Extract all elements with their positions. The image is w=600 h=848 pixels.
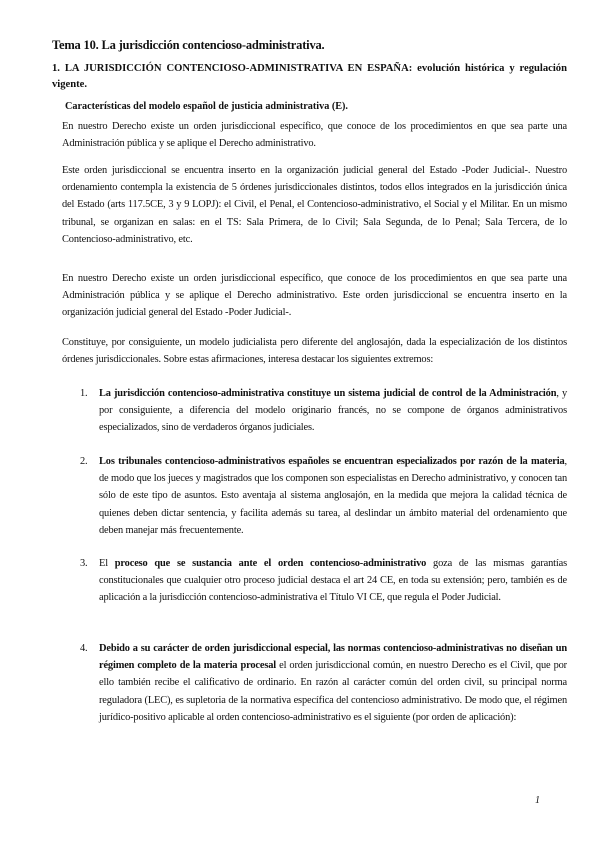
list-number: 1. <box>80 388 88 399</box>
section-heading: 1. LA JURISDICCIÓN CONTENCIOSO-ADMINISTRATIVA EN ESPAÑA: evolución histórica y regulación vigente. <box>52 63 567 90</box>
list-item-text <box>99 640 567 726</box>
list-item-bold: proceso que se sustancia ante el orden contencioso-administrativo <box>114 558 427 569</box>
list-item-body: , de modo que los jueces y magistrados que los componen son especialistas en Derecho administrativo, y conocen tan sólo de este tipo de asuntos. Esto aventaja al sistema anglosajón, en la medida que mejora la calidad técnica de quienes deben dictar sentencia, y facilita además su tarea, al deslindar un ámbito material del ordenamiento que deben manejar más frecuentemente. <box>99 456 567 536</box>
paragraph-2: Este orden jurisdiccional se encuentra inserto en la organización judicial general del Estado -Poder Judicial-. Nuestro ordenamiento contempla la existencia de 5 órdenes jurisdiccionales distintos, todos ellos integrados en la jurisdicción única del Estado (arts 117.5CE, 3 y 9 LOPJ): el Civil, el Penal, el Contencioso-administrativo, el Social y el Militar. En un mismo tribunal, se organizan en salas: en el TS: Sala Primera, de lo Civil; Sala Segunda, de lo Penal; Sala Tercera, de lo Contencioso-administrativo, etc. <box>62 165 567 245</box>
list-item-bold: Debido a su carácter de orden jurisdiccional especial, las normas contencioso-administrativas no diseñan un régimen completo de la materia procesal <box>99 643 567 672</box>
list-item-pre: El <box>99 558 115 569</box>
list-item-text <box>99 385 567 437</box>
paragraph-4: Constituye, por consiguiente, un modelo judicialista pero diferente del anglosajón, dada la especialización de los distintos órdenes jurisdiccionales. Sobre estas afirmaciones, interesa destacar los siguientes extremos: <box>62 337 567 366</box>
paragraph-3: En nuestro Derecho existe un orden jurisdiccional específico, que conoce de los procedimientos en que sea parte una Administración pública y se aplique el Derecho administrativo. Este orden jurisdiccional se encuentra inserto en la organización judicial general del Estado -Poder Judicial-. <box>62 273 567 319</box>
list-number: 2. <box>80 456 88 467</box>
document-title: Tema 10. La jurisdicción contencioso-administrativa. <box>52 38 325 52</box>
list-number: 3. <box>80 558 88 569</box>
list-item-body: goza de las mismas garantías constitucionales que cualquier otro proceso judicial destaca el art 24 CE, en toda su extensión; pero, también es de aplicación a la jurisdicción contencioso-administrativa el Título VI CE, que regula el Poder Judicial. <box>99 558 568 604</box>
list-number: 4. <box>80 643 88 654</box>
paragraph-1: En nuestro Derecho existe un orden jurisdiccional específico, que conoce de los procedimientos en que sea parte una Administración pública y se aplique el Derecho administrativo. <box>62 121 567 150</box>
list-item-bold: Los tribunales contencioso-administrativos españoles se encuentran especializados por razón de la materia <box>99 456 565 467</box>
subheading: Características del modelo español de justicia administrativa (E). <box>65 101 348 112</box>
list-item-bold: La jurisdicción contencioso-administrativa constituye un sistema judicial de control de la Administración <box>99 388 557 399</box>
list-item-body: el orden jurisdiccional común, en nuestro Derecho es el Civil, que por ello también recibe el calificativo de ordinario. En razón al carácter común del orden civil, su principal norma reguladora (LEC), es supletoria de la normativa específica del contencioso administrativo. De modo que, el régimen jurídico-positivo aplicable al orden contencioso-administrativo es el siguiente (por orden de aplicación): <box>99 660 567 723</box>
list-item-text <box>99 453 567 539</box>
list-item-body: , y por consiguiente, a diferencia del modelo originario francés, no se compone de órganos administrativos especializados, sino de verdaderos órganos judiciales. <box>99 388 567 434</box>
list-item-text <box>99 555 567 607</box>
page-number: 1 <box>535 795 540 806</box>
